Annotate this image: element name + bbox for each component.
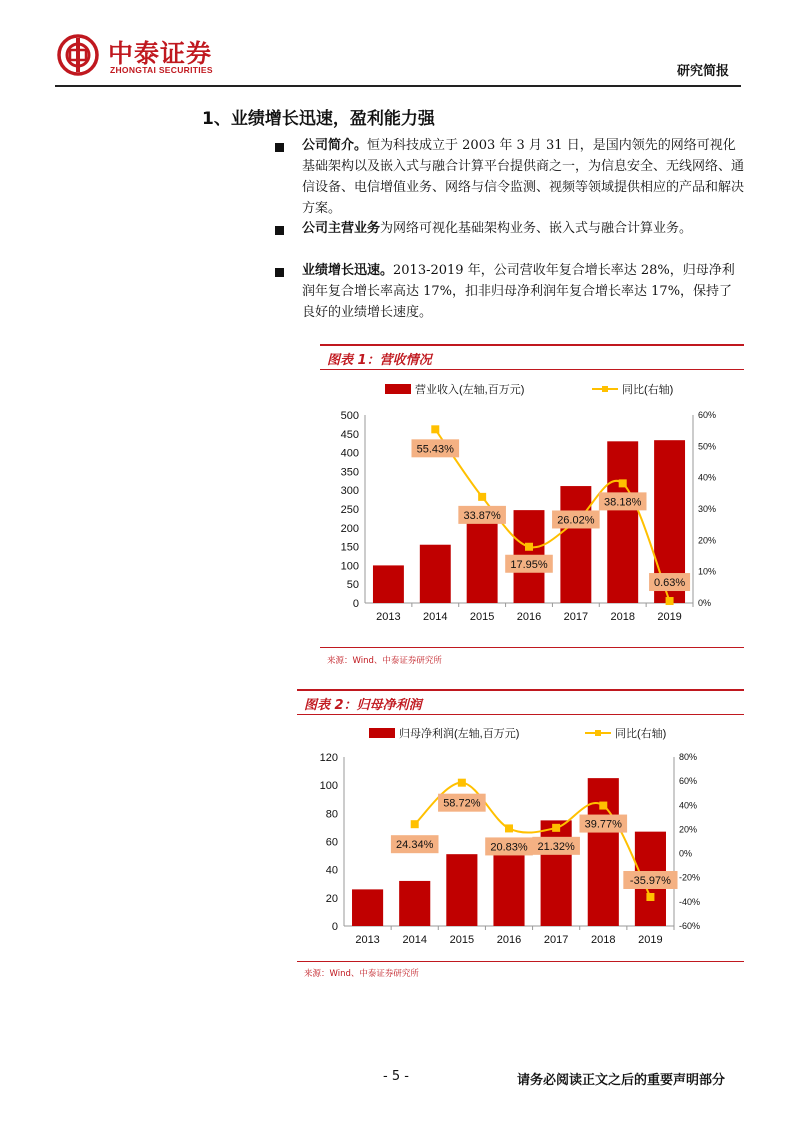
data-label: 24.34% <box>396 839 434 852</box>
line-point <box>478 493 486 501</box>
bullet-label: 公司简介。 <box>302 138 368 153</box>
data-label: 55.43% <box>416 443 454 456</box>
header-divider <box>55 85 741 87</box>
legend-bar-swatch <box>369 728 395 738</box>
right-axis-tick-label: 60% <box>698 410 717 420</box>
x-axis-tick-label: 2018 <box>591 934 616 946</box>
left-axis-tick-label: 450 <box>340 428 359 441</box>
bullet-text: 为网络可视化基础架构业务、嵌入式与融合计算业务。 <box>380 221 693 236</box>
bullet-paragraph-growth <box>302 260 745 323</box>
line-point <box>552 824 560 832</box>
left-axis-tick-label: 60 <box>325 836 338 849</box>
left-axis-tick-label: 500 <box>340 410 359 422</box>
bullet-text: 2013-2019 年，公司营收年复合增长率达 28%，归母净利润年复合增长率高达 17%，扣非归母净利润年复合增长率达 17%，保持了良好的业绩增长速度。 <box>302 263 735 320</box>
line-point <box>411 820 419 828</box>
x-axis-tick-label: 2015 <box>469 611 495 623</box>
section-heading: 1、业绩增长迅速，盈利能力强 <box>202 109 435 129</box>
data-label: 17.95% <box>510 558 548 571</box>
data-label: -35.97% <box>629 874 671 887</box>
x-axis-tick-label: 2019 <box>638 934 663 946</box>
figure-bottom-rule <box>297 961 744 962</box>
legend-bar-label: 营业收入(左轴,百万元) <box>415 384 525 396</box>
left-axis-tick-label: 100 <box>319 780 338 793</box>
bullet-marker <box>275 268 284 277</box>
left-axis-tick-label: 0 <box>352 598 359 610</box>
legend-line-marker <box>595 730 601 736</box>
bar <box>541 820 572 926</box>
left-axis-tick-label: 350 <box>340 466 359 479</box>
line-point <box>619 479 627 487</box>
right-axis-tick-label: -20% <box>679 872 701 883</box>
x-axis-tick-label: 2017 <box>543 934 569 946</box>
legend-line-label: 同比(右轴) <box>622 384 674 396</box>
figure-2-title: 图表 2：归母净利润 <box>304 698 422 713</box>
page-number: - 5 - <box>383 1069 409 1084</box>
data-label: 39.77% <box>584 818 622 831</box>
line-point <box>646 893 654 901</box>
net-profit-chart <box>297 717 744 960</box>
right-axis-tick-label: 60% <box>679 776 698 787</box>
figure-title-rule <box>320 369 744 370</box>
line-point <box>599 802 607 810</box>
x-axis-tick-label: 2013 <box>376 611 401 623</box>
bar <box>607 441 638 603</box>
bar <box>399 881 430 926</box>
figure-bottom-rule <box>320 647 744 648</box>
bullet-marker <box>275 226 284 235</box>
left-axis-tick-label: 150 <box>340 541 359 554</box>
data-label: 0.63% <box>653 577 686 590</box>
bar <box>467 514 498 603</box>
line-point <box>525 543 533 551</box>
data-label: 33.87% <box>463 509 501 522</box>
right-axis-tick-label: 0% <box>679 848 693 859</box>
figure-top-rule <box>320 344 744 346</box>
line-point <box>431 425 439 433</box>
right-axis-tick-label: 20% <box>679 824 698 835</box>
bullet-paragraph-intro <box>302 135 745 219</box>
data-label: 20.83% <box>490 841 528 854</box>
left-axis-tick-label: 300 <box>340 485 359 498</box>
left-axis-tick-label: 250 <box>340 504 359 516</box>
right-axis-tick-label: 10% <box>698 566 717 577</box>
line-point <box>666 597 674 605</box>
bullet-label: 业绩增长迅速。 <box>302 263 394 278</box>
data-label: 58.72% <box>443 797 481 810</box>
legend-line-marker <box>602 386 608 392</box>
left-axis-tick-label: 200 <box>340 522 359 535</box>
right-axis-tick-label: 40% <box>698 472 717 483</box>
x-axis-tick-label: 2014 <box>423 611 448 623</box>
figure-title-rule <box>297 714 744 715</box>
report-type-label: 研究简报 <box>677 64 730 79</box>
x-axis-tick-label: 2015 <box>449 934 475 946</box>
bar <box>446 854 477 926</box>
legend-bar-swatch <box>385 384 411 394</box>
line-point <box>458 779 466 787</box>
x-axis-tick-label: 2018 <box>610 611 635 623</box>
right-axis-tick-label: 20% <box>698 535 717 546</box>
bar <box>373 565 404 603</box>
bullet-paragraph-business <box>302 218 745 239</box>
right-axis-tick-label: -60% <box>679 921 701 931</box>
bullet-marker <box>275 143 284 152</box>
right-axis-tick-label: 80% <box>679 752 698 762</box>
left-axis-tick-label: 0 <box>331 921 338 933</box>
bar <box>420 545 451 603</box>
data-label: 38.18% <box>604 496 642 509</box>
x-axis-tick-label: 2014 <box>402 934 427 946</box>
revenue-chart <box>320 372 744 647</box>
bar <box>352 889 383 926</box>
figure-top-rule <box>297 689 744 691</box>
x-axis-tick-label: 2019 <box>657 611 682 623</box>
left-axis-tick-label: 120 <box>319 752 338 764</box>
figure-2-source: 来源：Wind、中泰证券研究所 <box>304 969 419 979</box>
data-label: 26.02% <box>557 514 595 527</box>
left-axis-tick-label: 80 <box>325 808 338 821</box>
bar <box>560 486 591 603</box>
logo-english-name: ZHONGTAI SECURITIES <box>110 65 213 75</box>
line-point <box>505 824 513 832</box>
figure-1-title: 图表 1：营收情况 <box>327 353 432 368</box>
bullet-text: 恒为科技成立于 2003 年 3 月 31 日，是国内领先的网络可视化基础架构以及嵌入式与融合计算平台提供商之一，为信息安全、无线网络、通信设备、电信增值业务、网络与信令监测、视频等领域提供相应的产品和解决方案。 <box>302 138 745 216</box>
x-axis-tick-label: 2013 <box>355 934 380 946</box>
company-logo-icon <box>57 34 99 76</box>
disclaimer-note: 请务必阅读正文之后的重要声明部分 <box>517 1073 726 1088</box>
right-axis-tick-label: 40% <box>679 800 698 811</box>
bullet-label: 公司主营业务 <box>302 221 381 236</box>
left-axis-tick-label: 50 <box>346 579 359 592</box>
legend-line-label: 同比(右轴) <box>615 728 667 740</box>
left-axis-tick-label: 40 <box>325 864 338 877</box>
logo-chinese-name: 中泰证券 <box>108 39 213 68</box>
data-label: 21.32% <box>537 840 575 853</box>
right-axis-tick-label: 30% <box>698 504 717 514</box>
right-axis-tick-label: 50% <box>698 441 717 452</box>
legend-bar-label: 归母净利润(左轴,百万元) <box>399 728 520 740</box>
x-axis-tick-label: 2017 <box>563 611 589 623</box>
left-axis-tick-label: 100 <box>340 560 359 573</box>
right-axis-tick-label: 0% <box>698 598 712 608</box>
x-axis-tick-label: 2016 <box>516 611 542 623</box>
right-axis-tick-label: -40% <box>679 896 701 907</box>
bar <box>588 778 619 926</box>
left-axis-tick-label: 20 <box>325 892 338 905</box>
left-axis-tick-label: 400 <box>340 447 359 460</box>
figure-1-source: 来源：Wind、中泰证券研究所 <box>327 656 442 666</box>
x-axis-tick-label: 2016 <box>496 934 522 946</box>
